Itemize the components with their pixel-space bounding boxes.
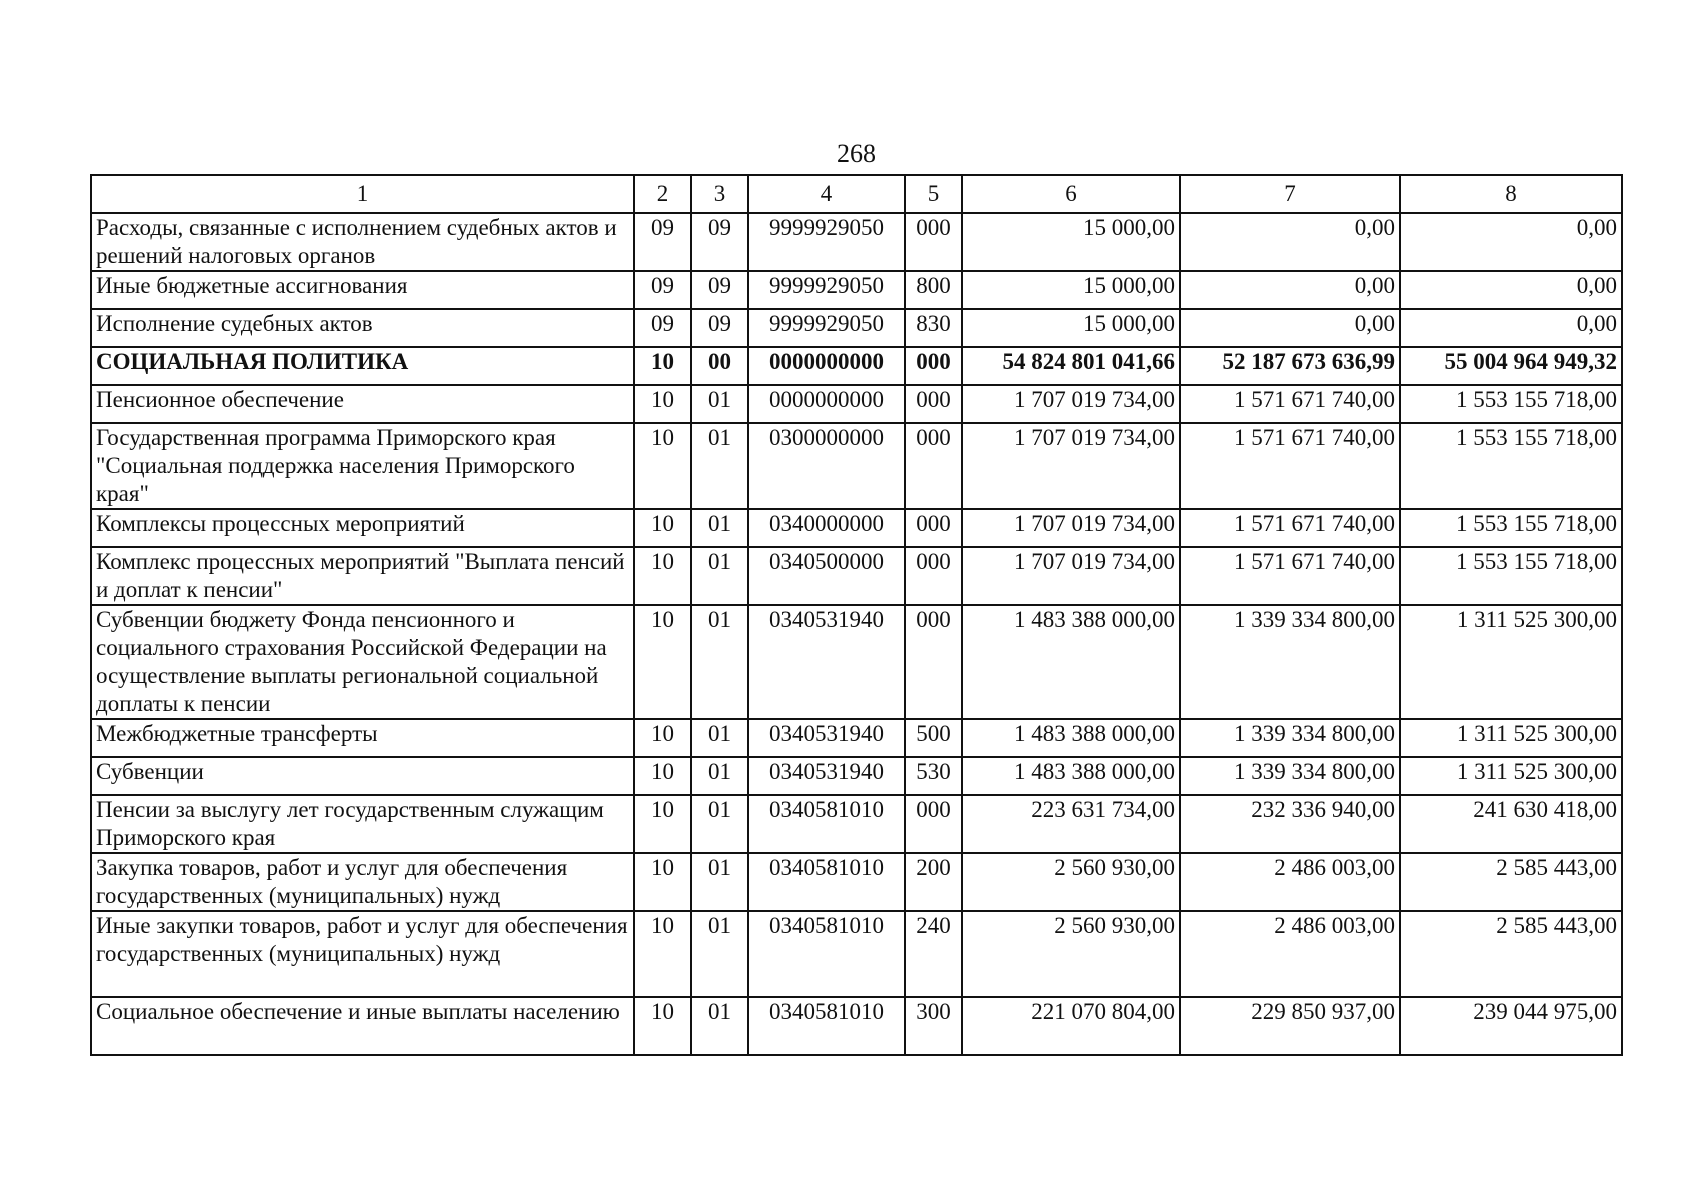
row-expense-type: 300 bbox=[905, 997, 962, 1055]
row-target-code: 0000000000 bbox=[748, 385, 905, 423]
row-amount-2: 0,00 bbox=[1180, 271, 1400, 309]
row-section: 10 bbox=[634, 509, 691, 547]
table-row bbox=[91, 853, 1622, 911]
row-name: Иные закупки товаров, работ и услуг для обеспечения государственных (муниципальных) нужд bbox=[91, 911, 634, 997]
row-name: Закупка товаров, работ и услуг для обеспечения государственных (муниципальных) нужд bbox=[91, 853, 634, 911]
row-expense-type: 000 bbox=[905, 605, 962, 719]
row-target-code: 0340500000 bbox=[748, 547, 905, 605]
row-expense-type: 800 bbox=[905, 271, 962, 309]
row-name: СОЦИАЛЬНАЯ ПОЛИТИКА bbox=[91, 347, 634, 385]
row-section: 09 bbox=[634, 213, 691, 271]
row-expense-type: 000 bbox=[905, 509, 962, 547]
table-row bbox=[91, 423, 1622, 509]
row-amount-2: 52 187 673 636,99 bbox=[1180, 347, 1400, 385]
row-amount-2: 0,00 bbox=[1180, 213, 1400, 271]
row-target-code: 0340581010 bbox=[748, 911, 905, 997]
row-name: Пенсии за выслугу лет государственным служащим Приморского края bbox=[91, 795, 634, 853]
row-section: 10 bbox=[634, 547, 691, 605]
row-target-code: 0340000000 bbox=[748, 509, 905, 547]
row-target-code: 9999929050 bbox=[748, 213, 905, 271]
row-amount-2: 1 339 334 800,00 bbox=[1180, 605, 1400, 719]
row-amount-3: 1 553 155 718,00 bbox=[1400, 423, 1622, 509]
row-section: 09 bbox=[634, 271, 691, 309]
row-expense-type: 240 bbox=[905, 911, 962, 997]
row-amount-2: 229 850 937,00 bbox=[1180, 997, 1400, 1055]
row-amount-3: 0,00 bbox=[1400, 309, 1622, 347]
row-amount-3: 0,00 bbox=[1400, 271, 1622, 309]
row-amount-1: 54 824 801 041,66 bbox=[962, 347, 1180, 385]
row-subsection: 09 bbox=[691, 309, 748, 347]
table-row bbox=[91, 605, 1622, 719]
row-section: 10 bbox=[634, 605, 691, 719]
row-amount-3: 0,00 bbox=[1400, 213, 1622, 271]
header-cell: 6 bbox=[962, 175, 1180, 213]
row-name: Социальное обеспечение и иные выплаты населению bbox=[91, 997, 634, 1055]
row-amount-2: 1 571 671 740,00 bbox=[1180, 385, 1400, 423]
row-amount-3: 241 630 418,00 bbox=[1400, 795, 1622, 853]
row-expense-type: 200 bbox=[905, 853, 962, 911]
row-section: 09 bbox=[634, 309, 691, 347]
budget-table bbox=[90, 174, 1623, 1056]
row-expense-type: 500 bbox=[905, 719, 962, 757]
row-expense-type: 830 bbox=[905, 309, 962, 347]
row-name: Комплекс процессных мероприятий "Выплата пенсий и доплат к пенсии" bbox=[91, 547, 634, 605]
table-row bbox=[91, 547, 1622, 605]
header-cell: 8 bbox=[1400, 175, 1622, 213]
table-row bbox=[91, 795, 1622, 853]
table-row bbox=[91, 385, 1622, 423]
row-subsection: 01 bbox=[691, 911, 748, 997]
row-section: 10 bbox=[634, 347, 691, 385]
row-name: Государственная программа Приморского края "Социальная поддержка населения Приморского края" bbox=[91, 423, 634, 509]
table-row bbox=[91, 213, 1622, 271]
row-name: Пенсионное обеспечение bbox=[91, 385, 634, 423]
row-expense-type: 000 bbox=[905, 385, 962, 423]
row-expense-type: 000 bbox=[905, 213, 962, 271]
row-section: 10 bbox=[634, 997, 691, 1055]
row-amount-3: 1 553 155 718,00 bbox=[1400, 509, 1622, 547]
row-target-code: 0340531940 bbox=[748, 719, 905, 757]
row-expense-type: 000 bbox=[905, 795, 962, 853]
table-row bbox=[91, 347, 1622, 385]
row-name: Межбюджетные трансферты bbox=[91, 719, 634, 757]
row-amount-3: 1 553 155 718,00 bbox=[1400, 547, 1622, 605]
row-amount-2: 1 339 334 800,00 bbox=[1180, 719, 1400, 757]
row-amount-1: 2 560 930,00 bbox=[962, 911, 1180, 997]
table-row bbox=[91, 509, 1622, 547]
row-amount-1: 1 707 019 734,00 bbox=[962, 547, 1180, 605]
row-amount-1: 1 707 019 734,00 bbox=[962, 423, 1180, 509]
header-cell: 3 bbox=[691, 175, 748, 213]
row-amount-3: 55 004 964 949,32 bbox=[1400, 347, 1622, 385]
row-target-code: 9999929050 bbox=[748, 271, 905, 309]
page-number: 268 bbox=[837, 139, 876, 168]
row-subsection: 01 bbox=[691, 605, 748, 719]
row-name: Расходы, связанные с исполнением судебных актов и решений налоговых органов bbox=[91, 213, 634, 271]
row-amount-1: 15 000,00 bbox=[962, 213, 1180, 271]
row-amount-1: 1 707 019 734,00 bbox=[962, 509, 1180, 547]
row-subsection: 01 bbox=[691, 757, 748, 795]
row-subsection: 01 bbox=[691, 795, 748, 853]
header-cell: 7 bbox=[1180, 175, 1400, 213]
row-target-code: 0340581010 bbox=[748, 853, 905, 911]
row-section: 10 bbox=[634, 853, 691, 911]
row-section: 10 bbox=[634, 911, 691, 997]
row-amount-1: 221 070 804,00 bbox=[962, 997, 1180, 1055]
row-subsection: 01 bbox=[691, 423, 748, 509]
row-target-code: 9999929050 bbox=[748, 309, 905, 347]
row-amount-1: 1 483 388 000,00 bbox=[962, 605, 1180, 719]
row-target-code: 0340581010 bbox=[748, 795, 905, 853]
row-amount-3: 1 311 525 300,00 bbox=[1400, 719, 1622, 757]
row-target-code: 0340531940 bbox=[748, 605, 905, 719]
row-amount-3: 2 585 443,00 bbox=[1400, 911, 1622, 997]
row-name: Иные бюджетные ассигнования bbox=[91, 271, 634, 309]
row-subsection: 01 bbox=[691, 997, 748, 1055]
row-amount-2: 1 571 671 740,00 bbox=[1180, 509, 1400, 547]
table-row bbox=[91, 309, 1622, 347]
row-amount-3: 1 311 525 300,00 bbox=[1400, 605, 1622, 719]
row-amount-1: 223 631 734,00 bbox=[962, 795, 1180, 853]
row-amount-2: 2 486 003,00 bbox=[1180, 853, 1400, 911]
table-row bbox=[91, 997, 1622, 1055]
row-amount-1: 15 000,00 bbox=[962, 271, 1180, 309]
row-amount-2: 232 336 940,00 bbox=[1180, 795, 1400, 853]
row-amount-3: 2 585 443,00 bbox=[1400, 853, 1622, 911]
row-subsection: 01 bbox=[691, 547, 748, 605]
table-row bbox=[91, 757, 1622, 795]
row-name: Субвенции bbox=[91, 757, 634, 795]
header-cell: 4 bbox=[748, 175, 905, 213]
row-expense-type: 000 bbox=[905, 423, 962, 509]
row-amount-1: 2 560 930,00 bbox=[962, 853, 1180, 911]
row-amount-2: 1 571 671 740,00 bbox=[1180, 547, 1400, 605]
row-amount-1: 1 483 388 000,00 bbox=[962, 757, 1180, 795]
header-cell: 1 bbox=[91, 175, 634, 213]
row-name: Исполнение судебных актов bbox=[91, 309, 634, 347]
row-subsection: 01 bbox=[691, 509, 748, 547]
row-amount-3: 1 553 155 718,00 bbox=[1400, 385, 1622, 423]
row-target-code: 0000000000 bbox=[748, 347, 905, 385]
row-subsection: 09 bbox=[691, 271, 748, 309]
row-expense-type: 000 bbox=[905, 347, 962, 385]
row-target-code: 0300000000 bbox=[748, 423, 905, 509]
header-row bbox=[91, 175, 1622, 213]
table-row bbox=[91, 911, 1622, 997]
row-amount-2: 1 339 334 800,00 bbox=[1180, 757, 1400, 795]
row-section: 10 bbox=[634, 795, 691, 853]
row-amount-1: 1 483 388 000,00 bbox=[962, 719, 1180, 757]
header-cell: 5 bbox=[905, 175, 962, 213]
table-row bbox=[91, 271, 1622, 309]
row-subsection: 00 bbox=[691, 347, 748, 385]
row-target-code: 0340531940 bbox=[748, 757, 905, 795]
row-target-code: 0340581010 bbox=[748, 997, 905, 1055]
row-subsection: 09 bbox=[691, 213, 748, 271]
row-expense-type: 000 bbox=[905, 547, 962, 605]
row-section: 10 bbox=[634, 719, 691, 757]
row-name: Субвенции бюджету Фонда пенсионного и социального страхования Российской Федерации на осуществление выплаты региональной социальной доплаты к пенсии bbox=[91, 605, 634, 719]
row-amount-1: 1 707 019 734,00 bbox=[962, 385, 1180, 423]
row-amount-2: 2 486 003,00 bbox=[1180, 911, 1400, 997]
row-amount-2: 0,00 bbox=[1180, 309, 1400, 347]
row-section: 10 bbox=[634, 385, 691, 423]
row-amount-1: 15 000,00 bbox=[962, 309, 1180, 347]
row-expense-type: 530 bbox=[905, 757, 962, 795]
header-cell: 2 bbox=[634, 175, 691, 213]
row-subsection: 01 bbox=[691, 719, 748, 757]
row-subsection: 01 bbox=[691, 853, 748, 911]
row-subsection: 01 bbox=[691, 385, 748, 423]
row-amount-3: 1 311 525 300,00 bbox=[1400, 757, 1622, 795]
table-row bbox=[91, 719, 1622, 757]
row-section: 10 bbox=[634, 423, 691, 509]
row-name: Комплексы процессных мероприятий bbox=[91, 509, 634, 547]
row-amount-3: 239 044 975,00 bbox=[1400, 997, 1622, 1055]
row-section: 10 bbox=[634, 757, 691, 795]
row-amount-2: 1 571 671 740,00 bbox=[1180, 423, 1400, 509]
